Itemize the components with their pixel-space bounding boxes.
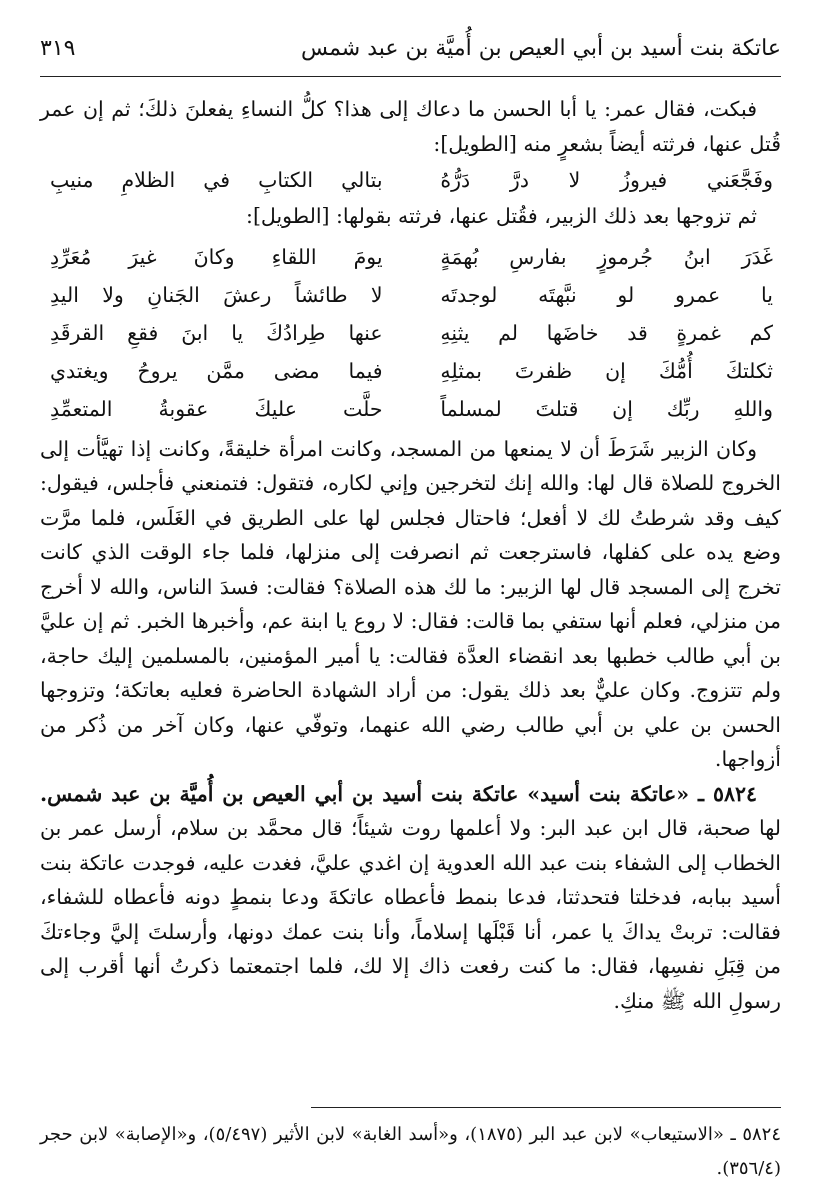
paragraph-3: وكان الزبير شَرَطَ أن لا يمنعها من المسجد، وكانت امرأة خليقةً، وكانت إذا تهيَّأت إلى الخروج للصلاة قال لها: والله إنك لتخرجين وإني لكاره، فتقول: فتمنعني فأجلس، فيقول: كيف وقد شرطتُ لك لا أفعل؛ فاحتال فجلس لها على الطريق في الغَلَس، فلما مرَّت وضع يده على كفلها، فاسترجعت ثم انصرفت إلى منزلها، فلما جاء الوقت الذي كانت تخرج إلى المسجد قال لها الزبير: ما لك هذه الصلاة؟ فقالت: فسدَ الناس، والله لا أخرج من منزلي، فعلم أنها ستفي بما قالت: فقال: لا روع يا ابنة عم، وأخبرها الخبر. ثم إن عليَّ بن أبي طالب خطبها بعد انقضاء العدَّة فقالت: يا أمير المؤمنين، بالمسلمين إليك حاجة، ولم تتزوج. وكان عليٌّ بعد ذلك يقول: من أراد الشهادة الحاضرة فعليه بعاتكة؛ وتزوجها الحسن بن علي بن أبي طالب رضي الله عنهما، وتوفّي عنها، وكان آخر من ذُكر من أزواجها. [40,436,781,771]
page-number: ٣١٩ [40,36,76,61]
entry-text: لها صحبة، قال ابن عبد البر: ولا أعلمها روت شيئاً؛ قال محمَّد بن سلام، أرسل عمر بن الخطاب إلى الشفاء بنت عبد الله العدوية إن اغدي عليَّ، فغدت عليه، فوجدت عاتكة بنت أسيد ببابه، فدخلتا فتحدثتا، فدعا بنمط فأعطاه عاتكةَ ودعا بنمطٍ دونه فأعطاه للشفاء، فقالت: تربتْ يداكَ يا عمر، أنا قَبْلَها إسلاماً، وأنا بنت عمك دونها، وأرسلتَ إليَّ وجاءتكَ من قِبَلِ نفسِها، فقال: ما كنت رفعت ذاك إلا لك، فلما اجتمعتما ذكرتُ أنها أقرب إلى رسولِ الله ﷺ منكِ. [40,816,781,1013]
verse-hemistich-first: غَدَرَ ابنُ جُرموزٍ بفارسِ بُهمَةٍ [440,244,773,269]
paragraph-2: ثم تزوجها بعد ذلك الزبير، فقُتل عنها، فرثته بقولها: [الطويل]: [246,204,757,228]
verse-line [50,238,773,276]
verse-hemistich-first: يا عمرو لو نبَّهتَه لوجدتَه [440,282,773,307]
verse-hemistich-first: واللهِ ربِّك إن قتلتَ لمسلماً [440,396,773,421]
verse-hemistich-second: حلَّت عليكَ عقوبةُ المتعمِّدِ [50,396,383,421]
verse-hemistich-second: عنها طِرادُكَ يا ابنَ فقعِ القرقَدِ [50,320,383,345]
header-rule [40,76,781,77]
main-text [40,92,781,1018]
entry-5824 [40,777,781,1019]
verse-hemistich-second: فيما مضى ممَّن يروحُ ويغتدي [50,358,383,383]
verse-line [50,390,773,428]
verse-hemistich-second: بتالي الكتابِ في الظلامِ منيبِ [50,168,383,192]
poem [40,238,781,428]
footnote: ٥٨٢٤ ـ «الاستيعاب» لابن عبد البر (١٨٧٥)، و«أسد الغابة» لابن الأثير (٥/٤٩٧)، و«الإصابة» لابن حجر (٣٥٦/٤). [40,1124,781,1179]
verse-line [50,161,773,199]
entry-heading: ٥٨٢٤ ـ «عاتكة بنت أسيد» عاتكة بنت أسيد بن أبي العيص بن أُميَّة بن عبد شمس. [40,781,757,806]
verse-hemistich-first: وفَجَّعَني فيروزُ لا درَّ دَرُّهُ [440,168,773,192]
verse-line [50,352,773,390]
verse-hemistich-first: كم غمرةٍ قد خاضَها لم يثنِهِ [440,320,773,345]
verse-hemistich-second: لا طائشاً رعشَ الجَنانِ ولا اليدِ [50,282,383,307]
footnote-rule [311,1107,781,1108]
verse-line [50,314,773,352]
paragraph-1: فبكت، فقال عمر: يا أبا الحسن ما دعاك إلى هذا؟ كلُّ النساءِ يفعلنَ ذلكَ؛ ثم إن عمر قُتل عنها، فرثته أيضاً بشعرٍ منه [الطويل]: [40,97,781,156]
verse-line [50,276,773,314]
verse-hemistich-second: يومَ اللقاءِ وكانَ غيرَ مُعَرِّدِ [50,244,383,269]
page-header [40,36,781,61]
running-title: عاتكة بنت أسيد بن أبي العيص بن أُميَّة بن عبد شمس [301,36,781,61]
verse-hemistich-first: ثكلتكَ أُمُّكَ إن ظفرتَ بمثلِهِ [440,358,773,383]
